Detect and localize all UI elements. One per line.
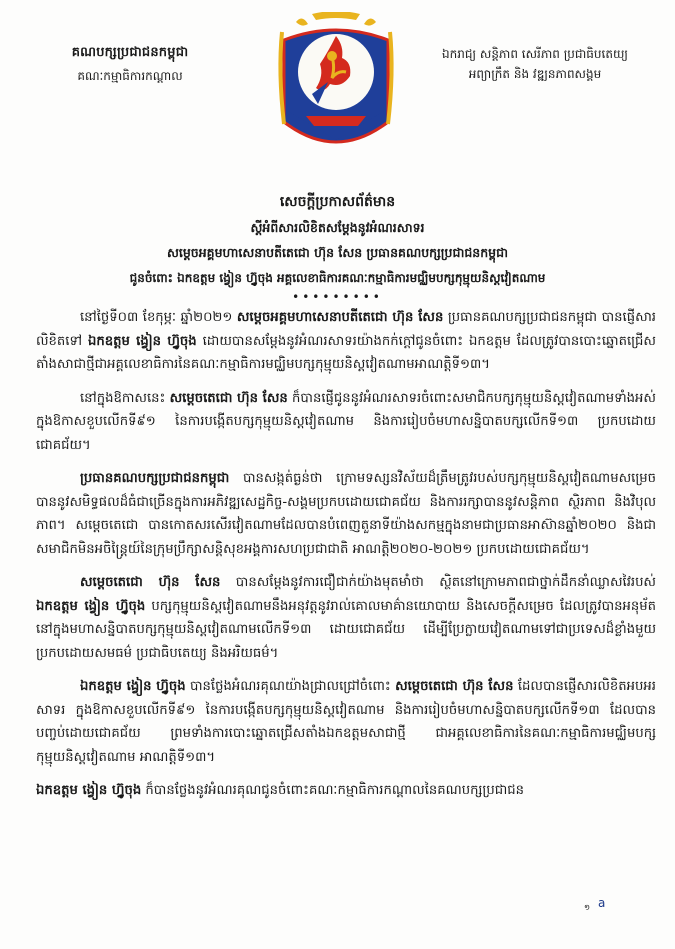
paragraph-text: ដោយបានសម្ដែងនូវអំណរសាទរយ៉ាងកក់ក្ដៅជូនចំពោះ ឯកឧត្ដម ដែលត្រូវបានបោះឆ្នោតជ្រើសតាំងសាជាថ្មីជាអគ្គលេខាធិការនៃគណៈកម្មាធិការមជ្ឈិមបក្សកុម្មុយនិស្តវៀតណាមអាណត្តិទី១៣។ <box>36 333 656 372</box>
paragraph-text: ក៏បានថ្លែងនូវអំណរគុណជូនចំពោះគណៈកម្មាធិការកណ្តាលនៃគណបក្សប្រជាជន <box>141 783 524 798</box>
title-separator: ••••••••• <box>292 290 383 304</box>
paragraph-bold-text: សម្ដេចតេជោ ហ៊ុន សែន <box>169 390 288 406</box>
paragraph <box>36 779 656 803</box>
paragraph-text: បានថ្លែងអំណរគុណយ៉ាងជ្រាលជ្រៅចំពោះ <box>185 679 396 694</box>
issuer-block <box>14 44 246 86</box>
paragraph-text: បក្សកុម្មុយនិស្តវៀតណាមនឹងអនុវត្តនូវរាល់គោលមាគ៌ានយោបាយ និងសេចក្ដីសម្រេច ដែលត្រូវបានអនុម័តនៅក្នុងមហាសន្និបាតបក្សកុម្មុយនិស្តវៀតណាមលើកទី១៣ ដោយជោគជ័យ ដើម្បីប្រែក្លាយវៀតណាមទៅជាប្រទេសដ៏ខ្លាំងមួយ ប្រកបដោយសមធម៌ ប្រជាធិបតេយ្យ និងអរិយធម៌។ <box>36 598 656 661</box>
paragraph-text: នៅក្នុងឱកាសនេះ <box>80 390 170 406</box>
paragraph-bold-text: ប្រធានគណបក្សប្រជាជនកម្ពុជា <box>80 471 230 486</box>
paragraph-bold-text: ឯកឧត្ដម ង្វៀន ហ្វ៊ូចុង <box>36 783 142 798</box>
paragraph-bold-text: ឯកឧត្ដម ង្វៀន ហ្វ៊ូចុង <box>36 598 146 614</box>
party-emblem-icon <box>272 12 400 174</box>
paragraph-bold-text: សម្ដេចអគ្គមហាសេនាបតីតេជោ ហ៊ុន សែន <box>236 310 444 325</box>
paragraph-text: បានសម្ដែងនូវការជឿជាក់យ៉ាងមុតមាំថា ស្ថិតនៅក្រោមភាពជាថ្នាក់ដឹកនាំឈ្លាសវៃរបស់ <box>220 575 656 590</box>
paragraph-text: ប្រធានគណបក្សប្រជាជនកម្ពុជា បានផ្ញើសារលិខិតទៅ <box>36 310 656 349</box>
document-body <box>36 306 656 813</box>
paragraph-bold-text: ឯកឧត្ដម ង្វៀន ហ្វ៊ូចុង <box>87 333 197 349</box>
paragraph-bold-text: ឯកឧត្ដម ង្វៀន ហ្វ៊ូចុង <box>80 679 186 694</box>
motto-line-1: ឯករាជ្យ សន្តិភាព សេរីភាព ប្រជាធិបតេយ្យ <box>442 47 628 61</box>
motto-line-2: អព្យាក្រឹត និង វឌ្ឍនភាពសង្គម <box>468 67 602 81</box>
document-title: សេចក្ដីប្រកាសព័ត៌មាន <box>279 194 396 210</box>
paragraph <box>36 675 656 769</box>
paragraph-text: ដែលបានផ្ញើសារលិខិតអបអរសាទរ ក្នុងឱកាសខួបលើកទី៩១ នៃការបង្កើតបក្សកុម្មុយនិស្តវៀតណាម និងការរៀបចំមហាសន្និបាតបក្សលើកទី១៣ ដែលបានបញ្ចប់ដោយជោគជ័យ ព្រមទាំងការបោះឆ្នោតជ្រើសតាំងឯកឧត្ដមសាជាថ្មី ជាអគ្គលេខាធិការនៃគណៈកម្មាធិការមជ្ឈិមបក្សកុម្មុយនិស្តវៀតណាម អាណត្តិទី១៣។ <box>36 679 656 765</box>
paragraph-text: បានសង្កត់ធ្ងន់ថា ក្រោមទស្សនវិស័យដ៏ត្រឹមត្រូវរបស់បក្សកុម្មុយនិស្តវៀតណាមសម្រេចបាននូវសមិទ្ធផលដ៏ធំជាច្រើនក្នុងការអភិវឌ្ឍសេដ្ឋកិច្ច-សង្គមប្រកបដោយជោគជ័យ និងការរក្សាបាននូវសន្តិភាព ស្ថិរភាព និងវិបុលភាព។ សម្ដេចតេជោ បានកោតសរសើរវៀតណាមដែលបានបំពេញតួនាទីយ៉ាងសកម្មក្នុងនាមជាប្រធានអាស៊ានឆ្នាំ២០២០ និងជាសមាជិកមិនអចិន្ត្រៃយ៍នៃក្រុមប្រឹក្សាសន្តិសុខអង្គការសហប្រជាជាតិ អាណត្តិ២០២០-២០២១ ប្រកបដោយជោគជ័យ។ <box>36 471 656 557</box>
committee-name: គណៈកម្មាធិការកណ្តាល <box>77 69 183 83</box>
paragraph <box>36 387 656 458</box>
paragraph <box>36 571 656 665</box>
paragraph <box>36 306 656 377</box>
document-title-block <box>0 192 675 304</box>
paragraph-bold-text: សម្ដេចតេជោ ហ៊ុន សែន <box>80 575 221 590</box>
party-name: គណបក្សប្រជាជនកម្ពុជា <box>71 45 189 60</box>
document-subtitle: ស្ដីអំពីសារលិខិតសម្ដែងនូវអំណរសាទរ <box>250 220 425 235</box>
paragraph-text: ក៏បានផ្ញើជូននូវអំណរសាទរចំពោះសមាជិកបក្សកុម្មុយនិស្តវៀតណាមទាំងអស់ក្នុងឱកាសខួបលើកទី៩១ នៃការបង្កើតបក្សកុម្មុយនិស្តវៀតណាម និងការរៀបចំមហាសន្និបាតបក្សលើកទី១៣ ប្រកបដោយជោគជ័យ។ <box>36 390 656 453</box>
page-number: ១ <box>584 903 591 912</box>
document-subject-line-2: ជូនចំពោះ ឯកឧត្ដម ង្វៀន ហ្វ៊ូចុង អគ្គលេខាធិការគណៈកម្មាធិការមជ្ឈិមបក្សកុម្មុយនិស្តវៀតណាម <box>129 271 546 285</box>
paragraph-text: នៅថ្ងៃទី០៣ ខែកុម្ភៈ ឆ្នាំ២០២១ <box>80 310 237 325</box>
paragraph <box>36 467 656 561</box>
paragraph-bold-text: សម្ដេចតេជោ ហ៊ុន សែន <box>395 679 514 694</box>
document-subject-line-1: សម្ដេចអគ្គមហាសេនាបតីតេជោ ហ៊ុន សែន ប្រធានគណបក្សប្រជាជនកម្ពុជា <box>167 245 508 260</box>
signature-mark: a <box>598 896 606 910</box>
national-motto <box>400 44 670 84</box>
